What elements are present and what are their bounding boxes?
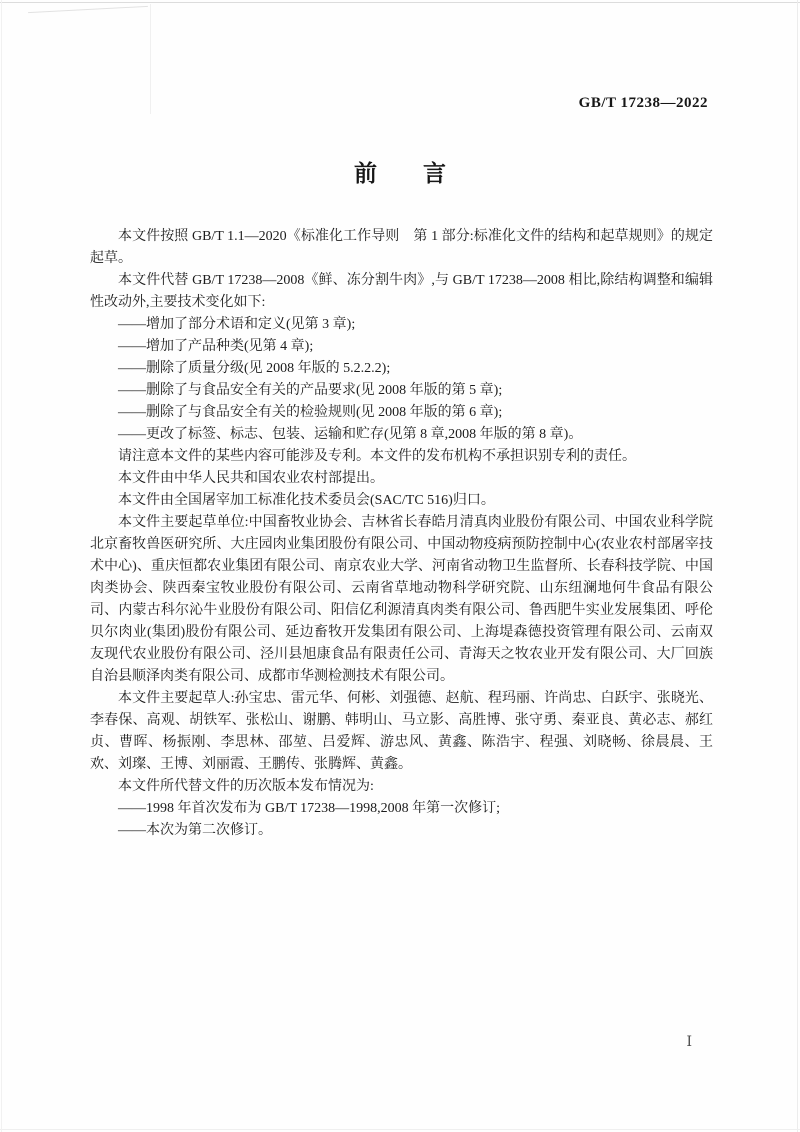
change-item: ——删除了与食品安全有关的产品要求(见 2008 年版的第 5 章); [118, 383, 503, 398]
change-item: ——删除了与食品安全有关的检验规则(见 2008 年版的第 6 章); [118, 405, 503, 420]
para-history-intro: 本文件所代替文件的历次版本发布情况为: [118, 779, 374, 794]
scan-fold-artifact [28, 6, 148, 13]
page-number: Ⅰ [686, 1035, 692, 1050]
scan-edge-bottom [0, 1129, 800, 1130]
change-item: ——增加了部分术语和定义(见第 3 章); [118, 317, 356, 332]
para-centralized-by: 本文件由全国屠宰加工标准化技术委员会(SAC/TC 516)归口。 [118, 493, 495, 508]
standard-number: GB/T 17238—2022 [578, 95, 708, 111]
para-drafters: 本文件主要起草人:孙宝忠、雷元华、何彬、刘强德、赵航、程玛丽、许尚忠、白跃宇、张晓光、李春保、高观、胡铁军、张松山、谢鹏、韩明山、马立影、高胜博、张守勇、秦亚良、黄必志、郝红贞、曹晖、杨振刚、李思林、邵堃、吕爱辉、游忠风、黄鑫、陈浩宇、程强、刘晓畅、徐晨晨、王欢、刘璨、王博、刘丽霞、王鹏传、张腾辉、黄鑫。 [90, 691, 713, 772]
foreword-body [90, 226, 713, 842]
change-item: ——增加了产品种类(见第 4 章); [118, 339, 314, 354]
para-patent-notice: 请注意本文件的某些内容可能涉及专利。本文件的发布机构不承担识别专利的责任。 [118, 449, 636, 464]
history-item: ——1998 年首次发布为 GB/T 17238—1998,2008 年第一次修订; [118, 801, 501, 816]
change-item: ——删除了质量分级(见 2008 年版的 5.2.2.2); [118, 361, 391, 376]
scan-crease-artifact [150, 4, 151, 114]
change-item: ——更改了标签、标志、包装、运输和贮存(见第 8 章,2008 年版的第 8 章)。 [118, 427, 583, 442]
history-item: ——本次为第二次修订。 [118, 823, 272, 838]
page-title: 前 言 [354, 161, 446, 186]
para-replacement: 本文件代替 GB/T 17238—2008《鲜、冻分割牛肉》,与 GB/T 17238—2008 相比,除结构调整和编辑性改动外,主要技术变化如下: [90, 273, 713, 310]
para-drafting-units: 本文件主要起草单位:中国畜牧业协会、吉林省长春皓月清真肉业股份有限公司、中国农业科学院北京畜牧兽医研究所、大庄园肉业集团股份有限公司、中国动物疫病预防控制中心(农业农村部屠宰技术中心)、重庆恒都农业集团有限公司、南京农业大学、河南省动物卫生监督所、长春科技学院、中国肉类协会、陕西秦宝牧业股份有限公司、云南省草地动物科学研究院、山东纽澜地何牛食品有限公司、内蒙古科尔沁牛业股份有限公司、阳信亿利源清真肉类有限公司、鲁西肥牛实业发展集团、呼伦贝尔肉业(集团)股份有限公司、延边畜牧开发集团有限公司、上海堤森德投资管理有限公司、云南双友现代农业股份有限公司、泾川县旭康食品有限责任公司、青海天之牧农业开发有限公司、大厂回族自治县顺泽肉类有限公司、成都市华测检测技术有限公司。 [90, 515, 713, 684]
para-proposed-by: 本文件由中华人民共和国农业农村部提出。 [118, 471, 384, 486]
scan-edge-top [0, 2, 800, 3]
para-drafting-basis: 本文件按照 GB/T 1.1—2020《标准化工作导则 第 1 部分:标准化文件的结构和起草规则》的规定起草。 [90, 229, 713, 266]
